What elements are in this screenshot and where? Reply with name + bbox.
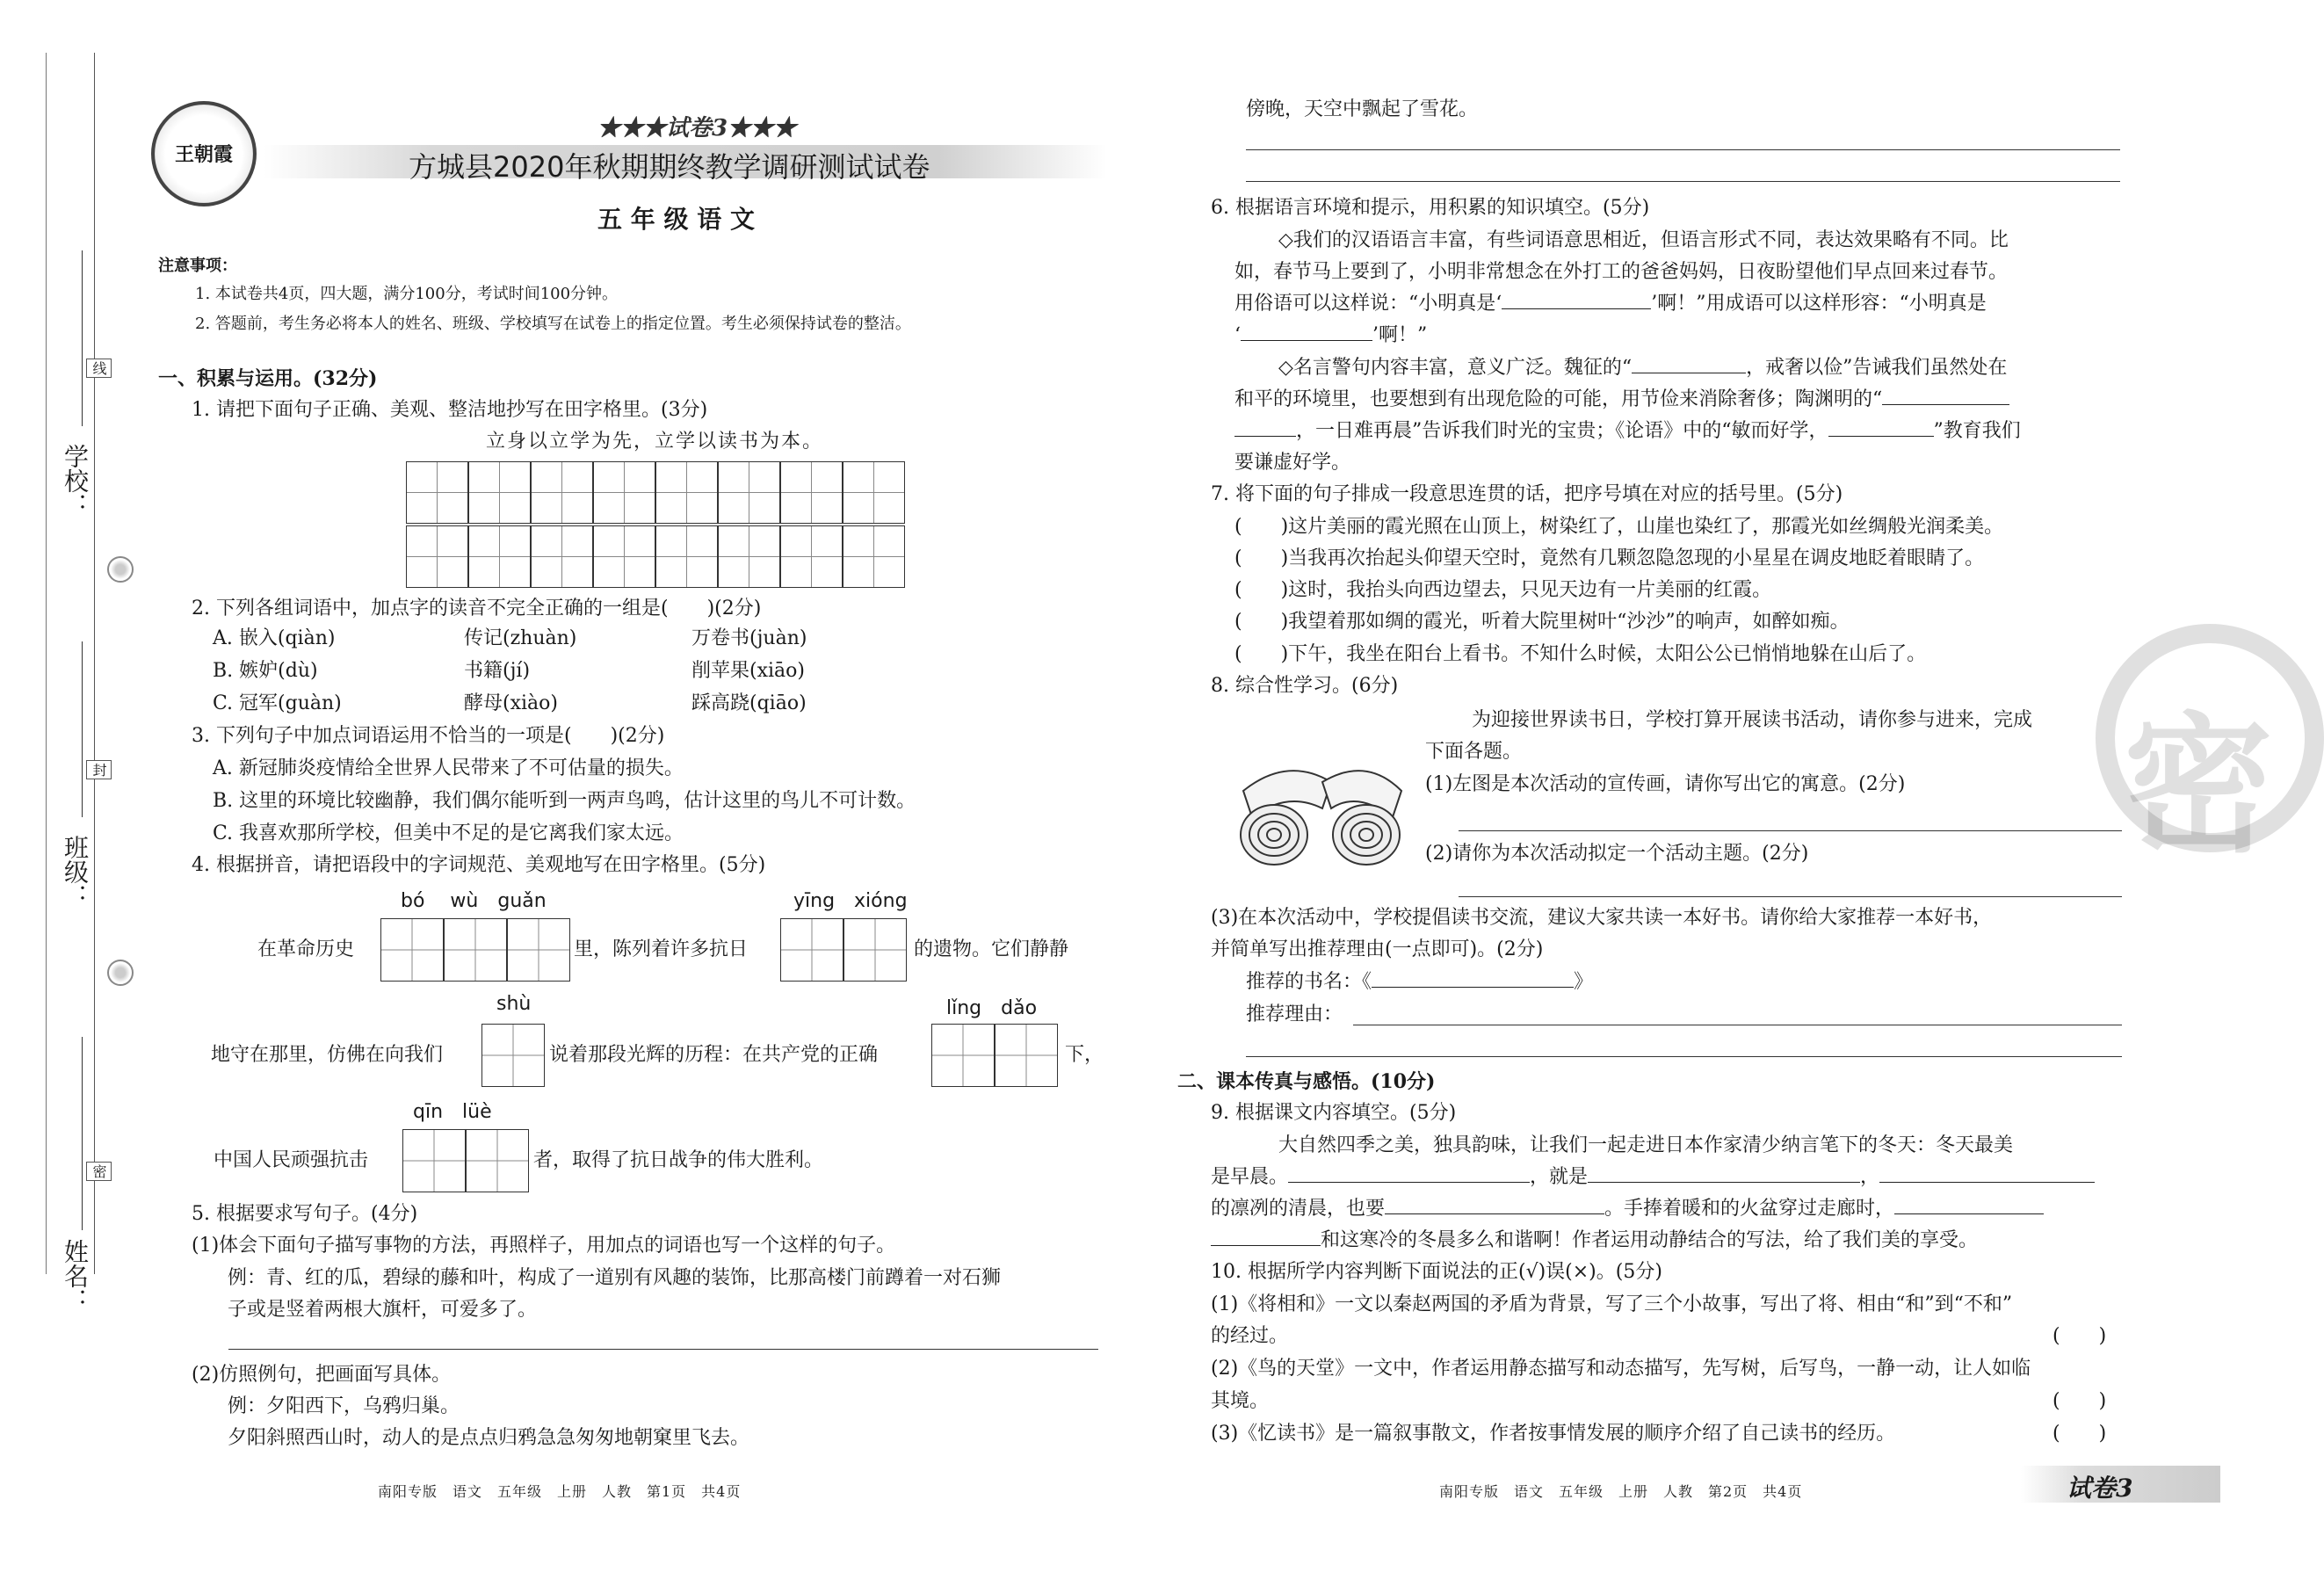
option-a2: 传记(zhuàn) <box>464 627 577 649</box>
answer-line[interactable] <box>1246 1056 2122 1057</box>
tianzige-cell[interactable] <box>466 1129 529 1192</box>
tianzige-cell[interactable] <box>655 525 718 588</box>
tianzige-cell[interactable] <box>593 461 655 524</box>
q7-item[interactable]: ( )下午，我坐在阳台上看书。不知什么时候，太阳公公已悄悄地躲在山后了。 <box>1234 643 1927 665</box>
answer-line[interactable] <box>1246 181 2120 182</box>
q3-option-a: A. 新冠肺炎疫情给全世界人民带来了不可估量的损失。 <box>213 757 684 779</box>
tianzige-cell[interactable] <box>655 461 718 524</box>
seal-line-label: 线 <box>86 359 112 378</box>
q1-sentence: 立身以立学为先，立学以读书为本。 <box>486 431 824 453</box>
q6-text: 要谦虚好学。 <box>1234 452 1351 474</box>
q5-example: 子或是竖着两根大旗杆，可爱多了。 <box>228 1299 538 1321</box>
q9-blank[interactable] <box>1588 1182 1860 1183</box>
question-9: 9. 根据课文内容填空。(5分) <box>1211 1102 1457 1124</box>
pinyin-label: shù <box>496 993 532 1015</box>
q10-item: 的经过。 <box>1211 1325 1289 1347</box>
q3-option-c: C. 我喜欢那所学校，但美中不足的是它离我们家太远。 <box>213 822 684 844</box>
tianzige-cell[interactable] <box>444 918 507 982</box>
q8-part-3: (3)在本次活动中，学校提倡读书交流，建议大家共读一本好书。请你给大家推荐一本好书， <box>1211 907 1993 929</box>
q6-text: ◇我们的汉语语言丰富，有些词语意思相近，但语言形式不同，表达效果略有不同。比 <box>1278 229 2009 251</box>
seal-seal-label: 封 <box>86 760 112 779</box>
tianzige-cell[interactable] <box>931 1024 995 1087</box>
q9-blank[interactable] <box>1894 1213 2044 1214</box>
tianzige-cell[interactable] <box>531 525 593 588</box>
question-2: 2. 下列各组词语中，加点字的读音不完全正确的一组是( )(2分) <box>192 598 762 619</box>
q9-text: 是早晨。 ，就是 ， <box>1211 1164 2095 1191</box>
tianzige-cell[interactable] <box>593 525 655 588</box>
q5-example: 例：夕阳西下，乌鸦归巢。 <box>228 1395 460 1417</box>
q4-text: 地守在那里，仿佛在向我们 <box>211 1044 444 1066</box>
q5-example: 夕阳斜照西山时，动人的是点点归鸦急急匆匆地朝窠里飞去。 <box>228 1427 750 1449</box>
q10-answer-paren[interactable]: ( ) <box>2053 1423 2107 1445</box>
q7-item[interactable]: ( )这片美丽的霞光照在山顶上，树染红了，山崖也染红了，那霞光如丝绸般光润柔美。 <box>1234 516 2004 538</box>
tianzige-cell[interactable] <box>531 461 593 524</box>
tianzige-cell[interactable] <box>481 1024 545 1087</box>
section-heading: 一、积累与运用。(32分) <box>158 367 378 390</box>
q6-text: ，一日难再晨”告诉我们时光的宝贵；《论语》中的“敏而好学， ”教育我们 <box>1234 418 2021 445</box>
q5-example: 例：青、红的瓜，碧绿的藤和叶，构成了一道别有风趣的装饰，比那高楼门前蹲着一对石狮 <box>228 1267 1002 1289</box>
pinyin-label: yīng xióng <box>793 890 908 912</box>
q4-text: 中国人民顽强抗击 <box>214 1149 369 1171</box>
tianzige-cell[interactable] <box>507 918 570 982</box>
logo-icon: 王朝霞 <box>151 101 257 206</box>
q6-blank[interactable] <box>1234 436 1296 437</box>
reason-label: 推荐理由： <box>1246 1003 1343 1025</box>
pinyin-label: bó wù guǎn <box>401 890 547 912</box>
paper-tag: ★★★试卷3★★★ <box>597 115 797 141</box>
q10-item: (1)《将相和》一文以秦赵两国的矛盾为背景，写了三个小故事，写出了将、相由“和”到“不和” <box>1211 1293 2013 1315</box>
school-label: 学校： <box>61 444 90 518</box>
q6-blank[interactable] <box>1882 404 2009 405</box>
question-3: 3. 下列句子中加点词语运用不恰当的一项是( )(2分) <box>192 725 665 747</box>
tianzige-cell[interactable] <box>843 461 905 524</box>
notes-heading: 注意事项： <box>158 257 237 275</box>
q6-text: ‘ ’啊！” <box>1234 324 1428 346</box>
question-10: 10. 根据所学内容判断下面说法的正(√)误(×)。(5分) <box>1211 1261 1662 1283</box>
note-item: 1. 本试卷共4页，四大题，满分100分，考试时间100分钟。 <box>195 285 619 303</box>
q4-text: 在革命历史 <box>257 938 355 960</box>
option-b1: B. 嫉妒(dù) <box>213 660 318 682</box>
tianzige-cell[interactable] <box>406 525 468 588</box>
q8-intro: 为迎接世界读书日，学校打算开展读书活动，请你参与进来，完成 <box>1472 709 2033 731</box>
binoculars-illustration <box>1226 738 1419 870</box>
tianzige-cell[interactable] <box>718 525 780 588</box>
question-8: 8. 综合性学习。(6分) <box>1211 675 1399 697</box>
tianzige-cell[interactable] <box>468 461 531 524</box>
answer-line[interactable] <box>1459 896 2122 897</box>
q10-item: (3)《忆读书》是一篇叙事散文，作者按事情发展的顺序介绍了自己读书的经历。 <box>1211 1423 1896 1445</box>
q4-text: 里，陈列着许多抗日 <box>574 938 749 960</box>
answer-line[interactable] <box>228 1349 1098 1350</box>
tianzige-cell[interactable] <box>406 461 468 524</box>
answer-line[interactable] <box>1246 149 2120 150</box>
q8-intro: 下面各题。 <box>1425 741 1523 763</box>
question-6: 6. 根据语言环境和提示，用积累的知识填空。(5分) <box>1211 197 1650 219</box>
q6-blank[interactable] <box>1828 436 1934 437</box>
q4-text: 下， <box>1065 1044 1104 1066</box>
q8-part-2: (2)请你为本次活动拟定一个活动主题。(2分) <box>1425 843 1809 865</box>
binding-line <box>94 53 96 1274</box>
pinyin-label: qīn lüè <box>413 1101 492 1123</box>
footer-left: 南阳专版 语文 五年级 上册 人教 第1页 共4页 <box>378 1483 742 1500</box>
q4-text: 说着那段光辉的历程：在共产党的正确 <box>549 1044 879 1066</box>
q3-option-b: B. 这里的环境比较幽静，我们偶尔能听到一两声鸟鸣，估计这里的鸟儿不可计数。 <box>213 790 916 812</box>
q9-blank[interactable] <box>1288 1182 1530 1183</box>
option-c1: C. 冠军(guàn) <box>213 692 342 714</box>
q1-writing-grid[interactable] <box>406 461 907 590</box>
tianzige-cell[interactable] <box>468 525 531 588</box>
page-title: 方城县2020年秋期期终教学调研测试试卷 <box>409 150 930 184</box>
tianzige-cell[interactable] <box>718 461 780 524</box>
q6-text: 如，春节马上要到了，小明非常想念在外打工的爸爸妈妈，日夜盼望他们早点回来过春节。 <box>1234 261 2009 283</box>
name-label: 姓名： <box>61 1239 90 1313</box>
school-field[interactable] <box>82 250 83 426</box>
question-7: 7. 将下面的句子排成一段意思连贯的话，把序号填在对应的括号里。(5分) <box>1211 483 1843 505</box>
q9-blank[interactable] <box>1879 1182 2095 1183</box>
question-1: 1. 请把下面句子正确、美观、整洁地抄写在田字格里。(3分) <box>192 399 708 421</box>
q4-text: 者，取得了抗日战争的伟大胜利。 <box>533 1149 824 1171</box>
q7-item[interactable]: ( )我望着那如绸的霞光，听着大院里树叶“沙沙”的响声，如醉如痴。 <box>1234 611 1850 633</box>
q5-part-1: (1)体会下面句子描写事物的方法，再照样子，用加点的词语也写一个这样的句子。 <box>192 1235 896 1257</box>
question-4: 4. 根据拼音，请把语段中的字词规范、美观地写在田字格里。(5分) <box>192 854 766 876</box>
option-c3: 踩高跷(qiāo) <box>691 692 807 714</box>
q10-item: 其境。 <box>1211 1390 1270 1412</box>
book-recommend: 推荐的书名：《 》 <box>1246 971 1594 993</box>
page-subtitle: 五 年 级 语 文 <box>597 205 755 234</box>
q7-item[interactable]: ( )当我再次抬起头仰望天空时，竟然有几颗忽隐忽现的小星星在调皮地眨着眼睛了。 <box>1234 547 1985 569</box>
margin-divider <box>46 53 47 1274</box>
q7-item[interactable]: ( )这时，我抬头向西边望去，只见天边有一片美丽的红霞。 <box>1234 579 1772 601</box>
book-title-field[interactable] <box>1372 987 1574 988</box>
stamp-icon: 密 <box>2096 624 2324 852</box>
seal-mi-label: 密 <box>86 1162 112 1181</box>
tianzige-cell[interactable] <box>380 918 444 982</box>
q10-answer-paren[interactable]: ( ) <box>2053 1390 2107 1412</box>
q9-text: 和这寒冷的冬晨多么和谐啊！作者运用动静结合的写法，给了我们美的享受。 <box>1211 1228 1978 1254</box>
tianzige-cell[interactable] <box>843 525 905 588</box>
q8-part-1: (1)左图是本次活动的宣传画，请你写出它的寓意。(2分) <box>1425 773 1906 795</box>
q5-task: 傍晚，天空中飘起了雪花。 <box>1246 98 1479 120</box>
footer-tag: 试卷3 <box>2067 1474 2133 1503</box>
q9-text: 大自然四季之美，独具韵味，让我们一起走进日本作家清少纳言笔下的冬天：冬天最美 <box>1278 1134 2014 1156</box>
option-a1: A. 嵌入(qiàn) <box>213 627 336 649</box>
option-b2: 书籍(jí) <box>464 660 531 682</box>
tianzige-cell[interactable] <box>780 525 843 588</box>
tianzige-cell[interactable] <box>402 1129 466 1192</box>
tianzige-cell[interactable] <box>780 918 843 982</box>
tianzige-cell[interactable] <box>843 918 907 982</box>
q6-blank[interactable] <box>1502 308 1651 309</box>
tianzige-cell[interactable] <box>780 461 843 524</box>
name-field[interactable] <box>82 1037 83 1230</box>
option-c2: 酵母(xiào) <box>464 692 558 714</box>
q9-blank[interactable] <box>1211 1245 1321 1246</box>
option-a3: 万卷书(juàn) <box>691 627 807 649</box>
pinyin-label: lǐng dǎo <box>946 997 1038 1019</box>
q5-part-2: (2)仿照例句，把画面写具体。 <box>192 1364 452 1386</box>
binding-hole-icon <box>107 960 134 986</box>
q6-text: 用俗语可以这样说：“小明真是‘ ’啊！”用成语可以这样形容：“小明真是 <box>1234 293 1987 315</box>
q6-text: 和平的环境里，也要想到有出现危险的可能，用节俭来消除奢侈；陶渊明的“ <box>1234 387 2009 413</box>
note-item: 2. 答题前，考生务必将本人的姓名、班级、学校填写在试卷上的指定位置。考生必须保持试卷的整洁。 <box>195 315 911 333</box>
footer-right: 南阳专版 语文 五年级 上册 人教 第2页 共4页 <box>1439 1483 1803 1500</box>
q6-blank[interactable] <box>1241 340 1372 341</box>
option-b3: 削苹果(xiāo) <box>691 660 805 682</box>
q9-text: 的凛冽的清晨，也要 。手捧着暖和的火盆穿过走廊时， <box>1211 1196 2044 1222</box>
q10-item: (2)《鸟的天堂》一文中，作者运用静态描写和动态描写，先写树，后写鸟，一静一动，让人如临 <box>1211 1358 2031 1380</box>
tianzige-cell[interactable] <box>995 1024 1058 1087</box>
binding-hole-icon <box>107 556 134 583</box>
class-label: 班级： <box>61 835 90 909</box>
q6-text: ◇名言警句内容丰富，意义广泛。魏征的“ ，戒奢以俭”告诫我们虽然处在 <box>1278 357 2008 379</box>
class-field[interactable] <box>82 641 83 817</box>
section-heading: 二、课本传真与感悟。(10分) <box>1177 1070 1436 1093</box>
q9-blank[interactable] <box>1385 1213 1604 1214</box>
answer-line[interactable] <box>1459 830 2122 831</box>
question-5: 5. 根据要求写句子。(4分) <box>192 1203 418 1225</box>
q8-part-3: 并简单写出推荐理由(一点即可)。(2分) <box>1211 938 1544 960</box>
q10-answer-paren[interactable]: ( ) <box>2053 1325 2107 1347</box>
q4-text: 的遗物。它们静静 <box>914 938 1069 960</box>
